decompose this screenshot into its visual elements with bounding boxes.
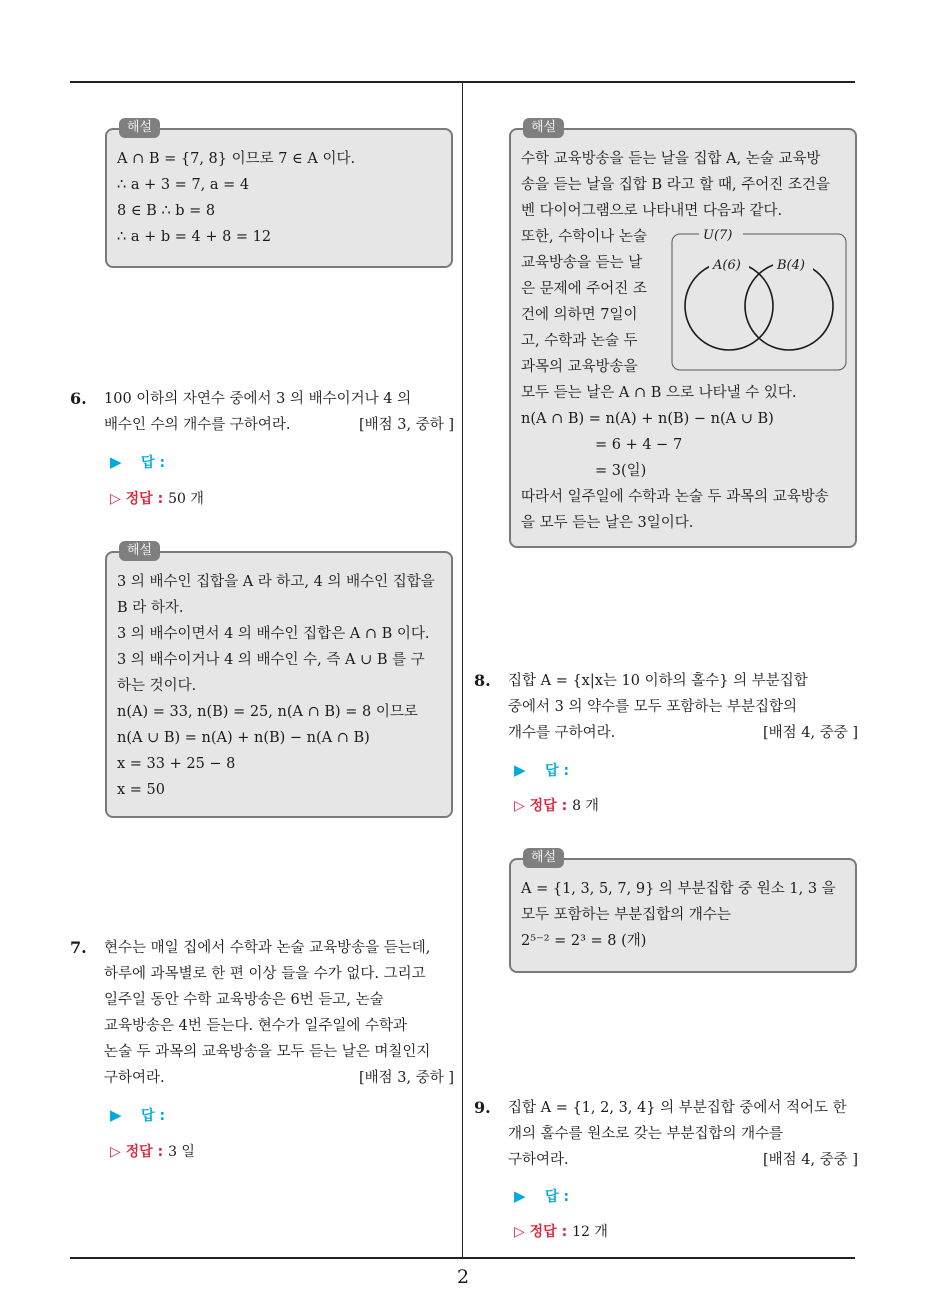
solution-line: 3 의 배수이면서 4 의 배수인 집합은 A ∩ B 이다. [117,626,430,642]
correct-answer-9 [514,1221,608,1241]
solution-line: B 라 하자. [117,600,184,616]
set-b-label: B(4) [777,258,805,273]
solution-line: 3 의 배수이거나 4 의 배수인 수, 즉 A ∪ B 를 구 [117,652,425,668]
solution-tag: 해설 [523,118,564,138]
question-line: 일주일 동안 수학 교육방송은 6번 듣고, 논술 [104,992,384,1008]
solution-line: 또한, 수학이나 논술 [521,229,647,245]
solution-line: 건에 의하면 7일이 [521,307,638,323]
question-line: 개의 홀수를 원소로 갖는 부분집합의 개수를 [508,1126,784,1142]
set-a-circle [685,262,773,350]
solution-line: 모두 포함하는 부분집합의 개수는 [521,907,731,923]
question-line: 집합 A = {x|x는 10 이하의 홀수} 의 부분집합 [508,673,808,689]
question-line: 중에서 3 의 약수를 모두 포함하는 부분집합의 [508,699,798,715]
correct-value: 50 개 [168,491,204,507]
solution-line: x = 33 + 25 − 8 [117,756,236,772]
solution-line: 2⁵⁻² = 2³ = 8 (개) [521,933,647,949]
play-triangle-icon: ▶ [514,761,526,779]
universe-label: U(7) [703,228,733,243]
points-label: [배점 4, 중중 ] [762,725,858,741]
question-line: 배수인 수의 개수를 구하여라. [배점 3, 중하 ] [104,412,454,438]
question-7 [70,935,454,1091]
question-number: 9. [474,1098,491,1117]
solution-line: 8 ∈ B ∴ b = 8 [117,203,216,219]
solution-line: 을 모두 듣는 날은 3일이다. [521,515,694,531]
solution-line: ∴ a + b = 4 + 8 = 12 [117,229,272,245]
question-number: 7. [70,938,87,957]
question-line: 집합 A = {1, 2, 3, 4} 의 부분집합 중에서 적어도 한 [508,1100,847,1116]
solution-line: 3 의 배수인 집합을 A 라 하고, 4 의 배수인 집합을 [117,574,435,590]
set-b-circle [745,262,833,350]
answer-field-6[interactable] [110,452,165,472]
question-line: 구하여라. [배점 4, 중중 ] [508,1147,858,1173]
question-line: 현수는 매일 집에서 수학과 논술 교육방송을 듣는데, [104,940,431,956]
solution-line: = 3(일) [595,463,647,479]
solution-line: ∴ a + 3 = 7, a = 4 [117,177,250,193]
question-line: 논술 두 과목의 교육방송을 모두 듣는 날은 며칠인지 [104,1044,431,1060]
play-triangle-icon: ▶ [110,453,122,471]
play-triangle-icon: ▶ [110,1106,122,1124]
solution-line: n(A ∩ B) = n(A) + n(B) − n(A ∪ B) [521,411,774,427]
solution-line: 하는 것이다. [117,678,197,694]
solution-line: 수학 교육방송을 듣는 날을 집합 A, 논술 교육방 [521,151,821,167]
correct-answer-6 [110,488,204,508]
outline-triangle-icon: ▷ [110,491,121,507]
points-label: [배점 3, 중하 ] [358,1070,454,1086]
set-a-label: A(6) [713,258,741,273]
solution-box-prev [105,120,453,268]
universe-rect [672,234,846,370]
points-label: [배점 3, 중하 ] [358,417,454,433]
solution-line: A = {1, 3, 5, 7, 9} 의 부분집합 중 원소 1, 3 을 [521,881,836,897]
correct-value: 8 개 [572,798,599,814]
solution-box-6 [105,543,453,818]
answer-field-8[interactable] [514,760,569,780]
solution-line: 송을 듣는 날을 집합 B 라고 할 때, 주어진 조건을 [521,177,830,193]
correct-label: 정답 : [125,491,164,507]
answer-label: 답 : [141,455,166,471]
correct-value: 12 개 [572,1224,608,1240]
solution-line: 교육방송을 듣는 날 [521,255,643,271]
question-line: 개수를 구하여라. [배점 4, 중중 ] [508,720,858,746]
solution-line: n(A) = 33, n(B) = 25, n(A ∩ B) = 8 이므로 [117,704,418,720]
solution-line: 따라서 일주일에 수학과 논술 두 과목의 교육방송 [521,489,829,505]
outline-triangle-icon: ▷ [514,798,525,814]
venn-diagram [669,226,851,376]
solution-tag: 해설 [119,118,160,138]
solution-line: x = 50 [117,782,165,798]
solution-tag: 해설 [119,541,160,561]
correct-label: 정답 : [125,1144,164,1160]
solution-line: 은 문제에 주어진 조 [521,281,647,297]
points-label: [배점 4, 중중 ] [762,1152,858,1168]
answer-label: 답 : [545,763,570,779]
question-8 [474,668,858,746]
solution-line: 과목의 교육방송을 [521,359,638,375]
answer-label: 답 : [141,1108,166,1124]
outline-triangle-icon: ▷ [110,1144,121,1160]
solution-line: A ∩ B = {7, 8} 이므로 7 ∈ A 이다. [117,151,356,167]
solution-line: 고, 수학과 논술 두 [521,333,638,349]
question-number: 8. [474,671,491,690]
question-number: 6. [70,389,87,408]
solution-box-7 [509,120,857,548]
bottom-rule [70,1257,855,1259]
page-number: 2 [456,1266,470,1288]
question-line: 하루에 과목별로 한 편 이상 들을 수가 없다. 그리고 [104,966,426,982]
solution-line: 벤 다이어그램으로 나타내면 다음과 같다. [521,203,783,219]
question-line: 구하여라. [배점 3, 중하 ] [104,1065,454,1091]
correct-label: 정답 : [529,1224,568,1240]
answer-label: 답 : [545,1189,570,1205]
answer-field-7[interactable] [110,1105,165,1125]
correct-answer-8 [514,795,599,815]
question-6 [70,386,454,438]
solution-line: 모두 듣는 날은 A ∩ B 으로 나타낼 수 있다. [521,385,797,401]
solution-box-8 [509,850,857,973]
correct-answer-7 [110,1141,195,1161]
correct-label: 정답 : [529,798,568,814]
solution-tag: 해설 [523,848,564,868]
play-triangle-icon: ▶ [514,1187,526,1205]
answer-field-9[interactable] [514,1186,569,1206]
outline-triangle-icon: ▷ [514,1224,525,1240]
question-9 [474,1095,858,1173]
column-divider [462,83,463,1257]
correct-value: 3 일 [168,1144,195,1160]
question-line: 교육방송은 4번 듣는다. 현수가 일주일에 수학과 [104,1018,408,1034]
question-line: 100 이하의 자연수 중에서 3 의 배수이거나 4 의 [104,391,412,407]
solution-line: = 6 + 4 − 7 [595,437,683,453]
solution-line: n(A ∪ B) = n(A) + n(B) − n(A ∩ B) [117,730,370,746]
